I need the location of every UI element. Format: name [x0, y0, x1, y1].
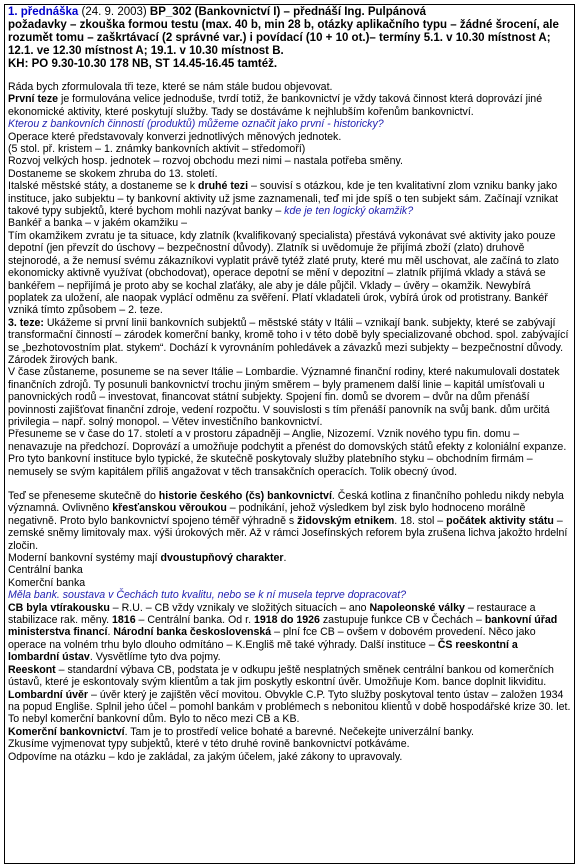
bold-term: křesťanskou věroukou: [112, 502, 227, 515]
paragraph: [8, 577, 571, 589]
text-run: Italské městské státy, a dostaneme se k: [8, 180, 198, 193]
bold-term: bankovní úřad ministerstva financí: [8, 614, 558, 639]
bold-term: Komerční bankovnictví: [8, 725, 125, 738]
paragraph: [8, 131, 571, 143]
lecture-header: [8, 6, 571, 71]
text-run: Zkusíme vyjmenovat typy subjektů, které v této druhé rovině bankovnictví potkáváme.: [8, 738, 410, 751]
paragraph: [8, 81, 571, 93]
lecture-date: (24. 9. 2003): [78, 6, 147, 18]
text-run: – zemské sněmy limitovaly max. výši úrokových měr. Až v rámci Josefínských reforem byla zrušena lichva jakožto hrdelní zločin.: [8, 514, 568, 552]
paragraph-gap: [8, 478, 571, 490]
bold-term: První teze: [8, 93, 59, 106]
text-run: – restaurace a stabilizace rak. měny.: [8, 601, 536, 627]
text-run: Tím okamžikem zvratu je ta situace, kdy zlatník (kvalifikovaný specialista) přestává vykonávat své aktivity jako pouze depotní (jen převzít do úschovy – bezpečnostní důvody). Zlatník si uvědomuje že přijímá zboží (zlato) druhově stejnorodé, a že nemusí svému zákazníkovi vyplatit právě tytéž zlaté pruty, které mu měl uschovat, ale začíná to zlato ekonomicky aktivně využívat (obchodovat), operace depotní se mění v depozitní – zlatník přijímá vklady a stává se bankéřem – nepřijímá je proto aby se kochal zlaťáky, ale aby je dále půjčil. Vklady – úvěry – okamžik. Newybírá poplatek za uložení, ale naopak vyplácí odměnu za svěření. Platí vkladateli úrok, vybírá úrok od protistrany. Bankéř vzniká tímto způsobem – 2. teze.: [8, 229, 559, 317]
text-run: Dostaneme se skokem zhruba do 13. století.: [8, 167, 218, 180]
lecture-body: [8, 81, 571, 763]
paragraph: [8, 564, 571, 576]
paragraph: [8, 366, 571, 428]
paragraph: [8, 230, 571, 317]
paragraph: [8, 552, 571, 564]
text-run: (5 stol. př. kristem – 1. známky bankovních aktivit – středomoří): [8, 143, 306, 156]
bold-term: Národní banka československá: [113, 626, 272, 639]
text-run: .: [283, 552, 287, 565]
bold-term: CB byla vtírakousku: [8, 601, 110, 614]
document-page: [4, 4, 575, 864]
text-run: Ukážeme si první linii bankovních subjektů – městské státy v Itálii – vznikají bank. subjekty, které se zabývají transformační činností – zárodek komerční banky, kromě toho i v této době byly specializované obchod. spol. zabývající se „bezhotovostním plat. stykem“. Dochází k vyrovnáním pohledávek a závazků mezi subjekty – bezpečnostní důvody. Zárodek žirových bank.: [8, 316, 569, 366]
paragraph: [8, 180, 571, 217]
text-run: . Česká kotlina z finančního pohledu nikdy nebyla významná. Ovlivněno: [8, 490, 564, 515]
text-run: Rozvoj velkých hosp. jednotek – rozvoj obchodu mezi nimi – nastala potřeba směny.: [8, 155, 403, 168]
course-title: BP_302 (Bankovnictví I) – přednáší Ing. Pulpánová: [146, 6, 427, 18]
bold-term: 3. teze:: [8, 316, 44, 329]
bold-term: historie českého (čs) bankovnictví: [158, 490, 332, 502]
bold-term: Lombardní úvěr: [8, 688, 89, 701]
text-run: Bankéř a banka – v jakém okamžiku –: [8, 217, 188, 230]
paragraph: [8, 317, 571, 367]
bold-term: druhé tezi: [197, 180, 249, 193]
bold-term: Napoleonské války: [369, 601, 465, 614]
paragraph: [8, 428, 571, 478]
paragraph: [8, 738, 571, 750]
text-run: Odpovíme na otázku – kdo je zakládal, za jakým účelem, jaké zákony to upravovaly.: [8, 750, 403, 763]
paragraph: [8, 118, 571, 130]
text-run: Ráda bych zformulovala tři teze, které se nám stále budou objevovat.: [8, 81, 333, 93]
text-run: . Tam je to prostředí velice bohaté a barevné. Nečekejte univerzální banky.: [124, 725, 474, 738]
bold-term: Reeskont: [8, 663, 56, 676]
text-run: – standardní výbava CB, podstata je v odkupu ještě nesplatných směnek centrální bankou od komerčních ústavů, které je eskontovaly svým klientům a tak jim poskytly eskontní úvěr. Umožňuje Kom. bance doplnit likviditu.: [8, 663, 554, 689]
paragraph: [8, 589, 571, 601]
text-run: .: [107, 626, 114, 639]
paragraph: [8, 155, 571, 167]
text-run: – plní fce CB – ovšem v dobovém provedení. Něco jako operace na volném trhu bylo dlouho odmítáno – K.Engliš mě také výhrady. Další instituce –: [8, 626, 536, 651]
question-text: Měla bank. soustava v Čechách tuto kvalitu, nebo se k ní musela teprve dopracovat?: [8, 589, 407, 602]
text-run: Teď se přeneseme skutečně do: [8, 490, 159, 502]
exam-requirements: požadavky – zkouška formou testu (max. 40 b, min 28 b, otázky aplikačního typu – žádné šrocení, ale rozumět tomu – zaškrtávací (2 správné var.) i povídací (10 + 10 ot.)– termíny 5.1. v 10.30 místnost A; 12.1. ve 12.30 místnost A; 19.1. v 10.30 místnost B.: [8, 19, 559, 57]
text-run: – souvisí s otázkou, kde je ten kvalitativní zlom vzniku banky jako instituce, jako subjektu – ty bankovní aktivity už jsme zaznamenali, teď mi jde spíš o ten subjekt sám. Začínají vznikat takové typy subjektů, které bychom mohli nazývat banky –: [8, 180, 558, 218]
paragraph: [8, 602, 571, 664]
paragraph: [8, 168, 571, 180]
text-run: – úvěr který je zajištěn věcí movitou. Obvykle C.P. Tyto služby poskytoval tento ústav – založen 1934 na popud Engliše. Splnil jeho účel – pomohl bankám v problémech s nebonitou klientů v době hospodářské krize 30. let. To nebyl komerční bankovní dům. Bylo to něco mezi CB a KB.: [8, 688, 571, 726]
text-run: – Centrální banka. Od r.: [135, 614, 254, 627]
text-run: Centrální banka: [8, 564, 83, 577]
text-run: . Vysvětlíme tyto dva pojmy.: [89, 651, 221, 664]
text-run: Přesuneme se v čase do 17. století a v prostoru západněji – Anglie, Nizozemí. Vznik nového typu fin. domu – nenavazuje na předchozí. Doprovází a umožňuje podchytit a přenést do domovských států efekty z koloniální expanze. Pro tyto bankovní instituce bylo typické, že skutečně poskytovaly služby platebního styku – obchodním firmám – nemusely se svým kapitálem příliš angažovat v těch transakčních operacích. Tolik obecný úvod.: [8, 428, 567, 478]
bold-term: ČS reeskontní a lombardní ústav: [8, 638, 518, 664]
text-run: – R.U. – CB vždy vznikaly ve složitých situacích – ano: [109, 601, 370, 614]
paragraph: [8, 143, 571, 155]
text-run: V čase zůstaneme, posuneme se na sever Itálie – Lombardie. Významné finanční rodiny, které nakumulovali dostatek finančních zdrojů. Ty posunuli bankovnictví trochu jiným směrem – byly pramenem další linie – kapitál umísťovali u panovnických rodů – investovat, financovat státní subjekty. Spojení fin. domů se dvorem – dvůr na dům přenáší povinnosti zajišťovat finanční zdroje, vedení rozpočtu. V souvislosti s tím přenáší panovník na svůj bank. dům určitá privilegia – např. solný monopol. – Větev investičního bankovnictví.: [8, 366, 560, 428]
bold-term: dvoustupňový charakter: [160, 552, 284, 565]
bold-term: počátek aktivity státu: [446, 514, 554, 527]
bold-term: 1816: [112, 614, 136, 627]
text-run: . 18. stol –: [394, 514, 447, 527]
paragraph: [8, 664, 571, 689]
paragraph: [8, 751, 571, 763]
question-text: kde je ten logický okamžik?: [284, 205, 414, 218]
paragraph: [8, 689, 571, 726]
text-run: Komerční banka: [8, 576, 86, 589]
bold-term: 1918 do 1926: [253, 614, 320, 627]
office-hours: KH: PO 9.30-10.30 178 NB, ST 14.45-16.45 tamtéž.: [8, 58, 278, 70]
text-run: zastupuje funkce CB v Čechách –: [319, 614, 485, 627]
bold-term: židovským etnikem: [297, 514, 395, 527]
question-text: Kterou z bankovních činností (produktů) můžeme označit jako první - historicky?: [8, 118, 384, 131]
text-run: je formulována velice jednoduše, tvrdí totiž, že bankovnictví je vždy taková činnost která doprovází jiné ekonomické aktivity, které poskytují služby. Tady se dostáváme k nejhlubším kořenům bankovnictví.: [8, 93, 543, 118]
paragraph: [8, 726, 571, 738]
paragraph: [8, 490, 571, 552]
paragraph: [8, 93, 571, 118]
text-run: – podnikání, jehož výsledkem byl zisk bylo hodnoceno morálně negativně. Proto bylo bankovnictví spojeno téměř výhradně s: [8, 502, 526, 527]
text-run: Moderní bankovní systémy mají: [8, 552, 161, 565]
lecture-number: 1. přednáška: [8, 6, 79, 18]
paragraph: [8, 217, 571, 229]
text-run: Operace které představovaly konverzi jednotlivých měnových jednotek.: [8, 130, 342, 143]
